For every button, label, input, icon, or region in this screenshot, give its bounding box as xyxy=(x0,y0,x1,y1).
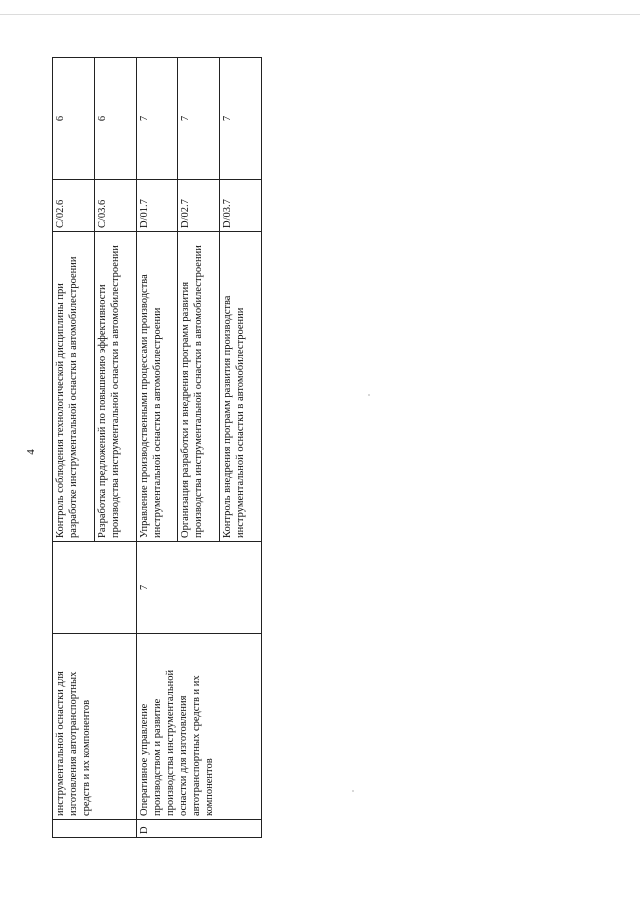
labor-function-code: C/02.6 xyxy=(53,180,95,232)
labor-function-text: Организация разработки и внедрения программ развития производства инструментальной оснастки в автомобилестроении xyxy=(178,232,220,542)
table-row xyxy=(136,58,178,838)
functions-table xyxy=(52,58,262,838)
labor-function-text: Разработка предложений по повышению эффективности производства инструментальной оснастки в автомобилестроении xyxy=(94,232,136,542)
function-group-name: Оперативное управление производством и развитие производства инструментальной оснастки для изготовления автотранспортных средств и их компонентов xyxy=(136,634,261,820)
labor-function-code: D/03.7 xyxy=(220,180,262,232)
labor-function-text: Контроль соблюдения технологической дисциплины при разработке инструментальной оснастки в автомобилестроении xyxy=(53,232,95,542)
top-edge-line xyxy=(0,14,640,15)
page-number: 4 xyxy=(24,449,37,455)
labor-function-code: C/03.6 xyxy=(94,180,136,232)
function-group-code: D xyxy=(136,820,261,838)
scan-speck xyxy=(368,394,370,396)
labor-function-level: 7 xyxy=(136,58,178,180)
table-row xyxy=(53,58,95,838)
qualification-level: 7 xyxy=(136,542,261,634)
scan-speck xyxy=(352,790,354,792)
function-group-name: инструментальной оснастки для изготовления автотранспортных средств и их компонентов xyxy=(53,634,137,820)
labor-function-level: 6 xyxy=(94,58,136,180)
qualification-level xyxy=(53,542,137,634)
labor-function-text: Управление производственными процессами производства инструментальной оснастки в автомобилестроении xyxy=(136,232,178,542)
labor-function-level: 7 xyxy=(220,58,262,180)
labor-function-level: 6 xyxy=(53,58,95,180)
labor-function-level: 7 xyxy=(178,58,220,180)
labor-function-code: D/02.7 xyxy=(178,180,220,232)
labor-function-code: D/01.7 xyxy=(136,180,178,232)
function-group-code xyxy=(53,820,137,838)
labor-function-text: Контроль внедрения программ развития производства инструментальной оснастки в автомобилестроении xyxy=(220,232,262,542)
